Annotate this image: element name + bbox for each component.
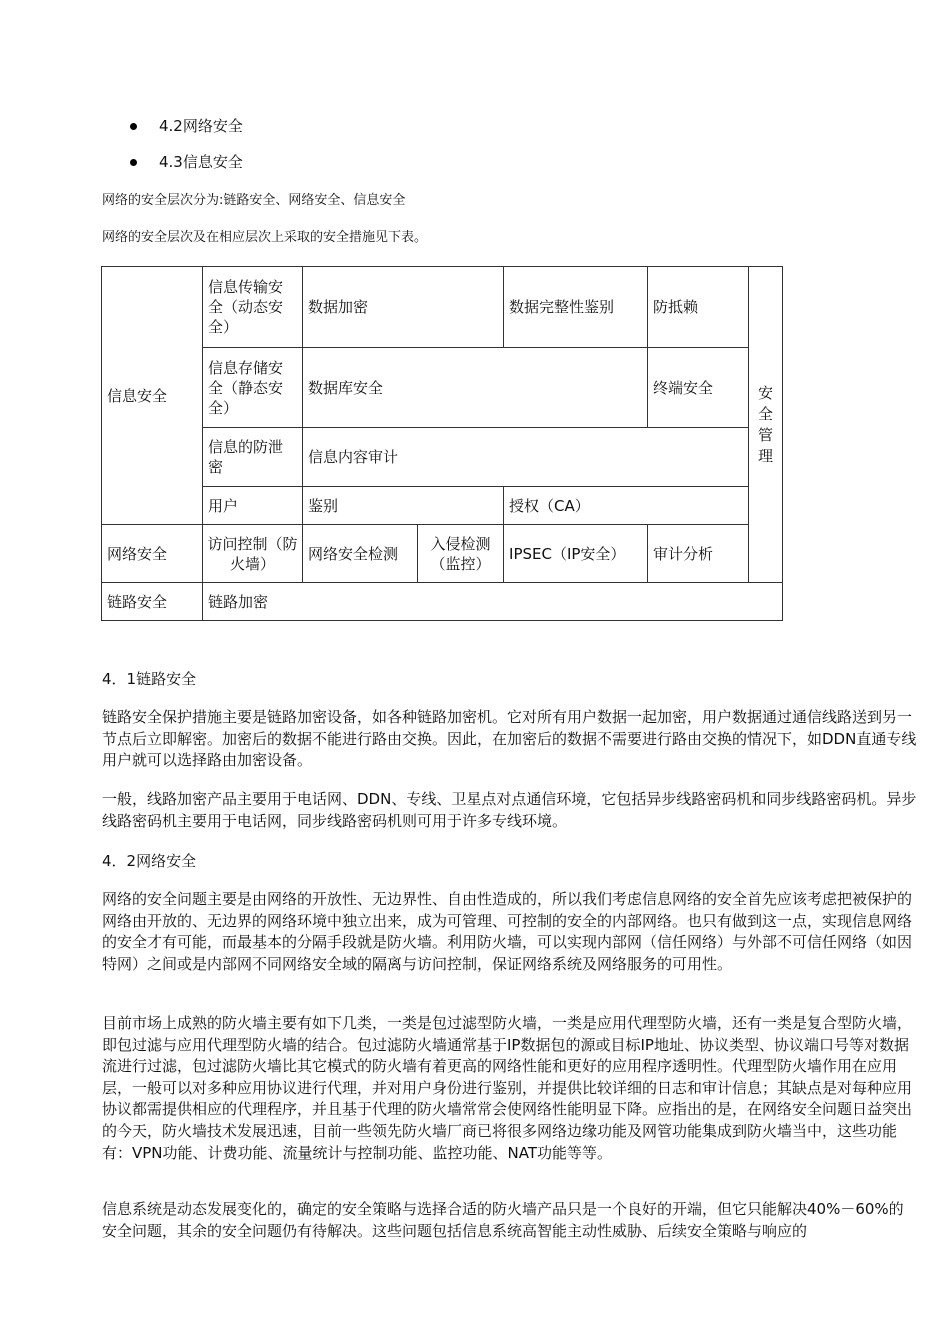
content-audit-cell: 信息内容审计 bbox=[303, 428, 749, 487]
data-encryption-cell: 数据加密 bbox=[303, 267, 504, 348]
bullet-dot-icon bbox=[130, 123, 137, 130]
audit-analysis-cell: 审计分析 bbox=[648, 525, 749, 583]
authentication-cell: 鉴别 bbox=[303, 487, 504, 525]
network-security-detection-cell: 网络安全检测 bbox=[303, 525, 418, 583]
security-layers-table bbox=[101, 266, 783, 621]
intrusion-detection-cell: 入侵检测（监控） bbox=[418, 525, 504, 583]
bullet-dot-icon bbox=[130, 159, 137, 166]
intro-table-desc: 网络的安全层次及在相应层次上采取的安全措施见下表。 bbox=[102, 230, 428, 245]
section-4-1-paragraph-1: 链路安全保护措施主要是链路加密设备，如各种链路加密机。它对所有用户数据一起加密，用户数据通过通信线路送到另一节点后立即解密。加密后的数据不能进行路由交换。因此，在加密后的数据不需要进行路由交换的情况下，如DDN直通专线用户就可以选择路由加密设备。 bbox=[102, 708, 917, 770]
leak-prevention-cell: 信息的防泄密 bbox=[203, 428, 303, 487]
database-security-cell: 数据库安全 bbox=[303, 348, 648, 428]
link-security-cell: 链路安全 bbox=[102, 583, 203, 621]
network-security-cell: 网络安全 bbox=[102, 525, 203, 583]
terminal-security-cell: 终端安全 bbox=[648, 348, 749, 428]
storage-security-cell: 信息存储安全（静态安全） bbox=[203, 348, 303, 428]
section-4-1-paragraph-2: 一般，线路加密产品主要用于电话网、DDN、专线、卫星点对点通信环境，它包括异步线路密码机和同步线路密码机。异步线路密码机主要用于电话网，同步线路密码机则可用于许多专线环境。 bbox=[102, 790, 917, 830]
info-security-cell: 信息安全 bbox=[102, 267, 203, 525]
section-4-2-paragraph-3: 信息系统是动态发展变化的，确定的安全策略与选择合适的防火墙产品只是一个良好的开端，但它只能解决40%－60%的安全问题，其余的安全问题仍有待解决。这些问题包括信息系统高智能主动性威胁、后续安全策略与响应的 bbox=[102, 1200, 904, 1240]
section-4-2-heading: 4．2网络安全 bbox=[102, 852, 197, 870]
section-4-2-paragraph-2: 目前市场上成熟的防火墙主要有如下几类，一类是包过滤型防火墙，一类是应用代理型防火墙，还有一类是复合型防火墙，即包过滤与应用代理型防火墙的结合。包过滤防火墙通常基于IP数据包的源或目标IP地址、协议类型、协议端口号等对数据流进行过滤，包过滤防火墙比其它模式的防火墙有着更高的网络性能和更好的应用程序透明性。代理型防火墙作用在应用层，一般可以对多种应用协议进行代理，并对用户身份进行鉴别，并提供比较详细的日志和审计信息；其缺点是对每种应用协议都需提供相应的代理程序，并且基于代理的防火墙常常会使网络性能明显下降。应指出的是，在网络安全问题日益突出的今天，防火墙技术发展迅速，目前一些领先防火墙厂商已将很多网络边缘功能及网管功能集成到防火墙当中，这些功能有：VPN功能、计费功能、流量统计与控制功能、监控功能、NAT功能等等。 bbox=[102, 1014, 913, 1162]
section-4-2-paragraph-1: 网络的安全问题主要是由网络的开放性、无边界性、自由性造成的，所以我们考虑信息网络的安全首先应该考虑把被保护的网络由开放的、无边界的网络环境中独立出来，成为可管理、可控制的安全的内部网络。也只有做到这一点，实现信息网络的安全才有可能，而最基本的分隔手段就是防火墙。利用防火墙，可以实现内部网（信任网络）与外部不可信任网络（如因特网）之间或是内部网不同网络安全域的隔离与访问控制，保证网络系统及网络服务的可用性。 bbox=[102, 890, 913, 973]
intro-layers: 网络的安全层次分为:链路安全、网络安全、信息安全 bbox=[102, 193, 406, 208]
access-control-firewall-cell: 访问控制（防火墙） bbox=[203, 525, 303, 583]
ipsec-cell: IPSEC（IP安全） bbox=[504, 525, 648, 583]
link-encryption-cell: 链路加密 bbox=[203, 583, 783, 621]
non-repudiation-cell: 防抵赖 bbox=[648, 267, 749, 348]
data-integrity-cell: 数据完整性鉴别 bbox=[504, 267, 648, 348]
user-cell: 用户 bbox=[203, 487, 303, 525]
transmission-security-cell: 信息传输安全（动态安全） bbox=[203, 267, 303, 348]
security-management-cell: 安全管理 bbox=[749, 267, 783, 583]
authorization-ca-cell: 授权（CA） bbox=[504, 487, 749, 525]
section-4-1-heading: 4．1链路安全 bbox=[102, 670, 197, 688]
